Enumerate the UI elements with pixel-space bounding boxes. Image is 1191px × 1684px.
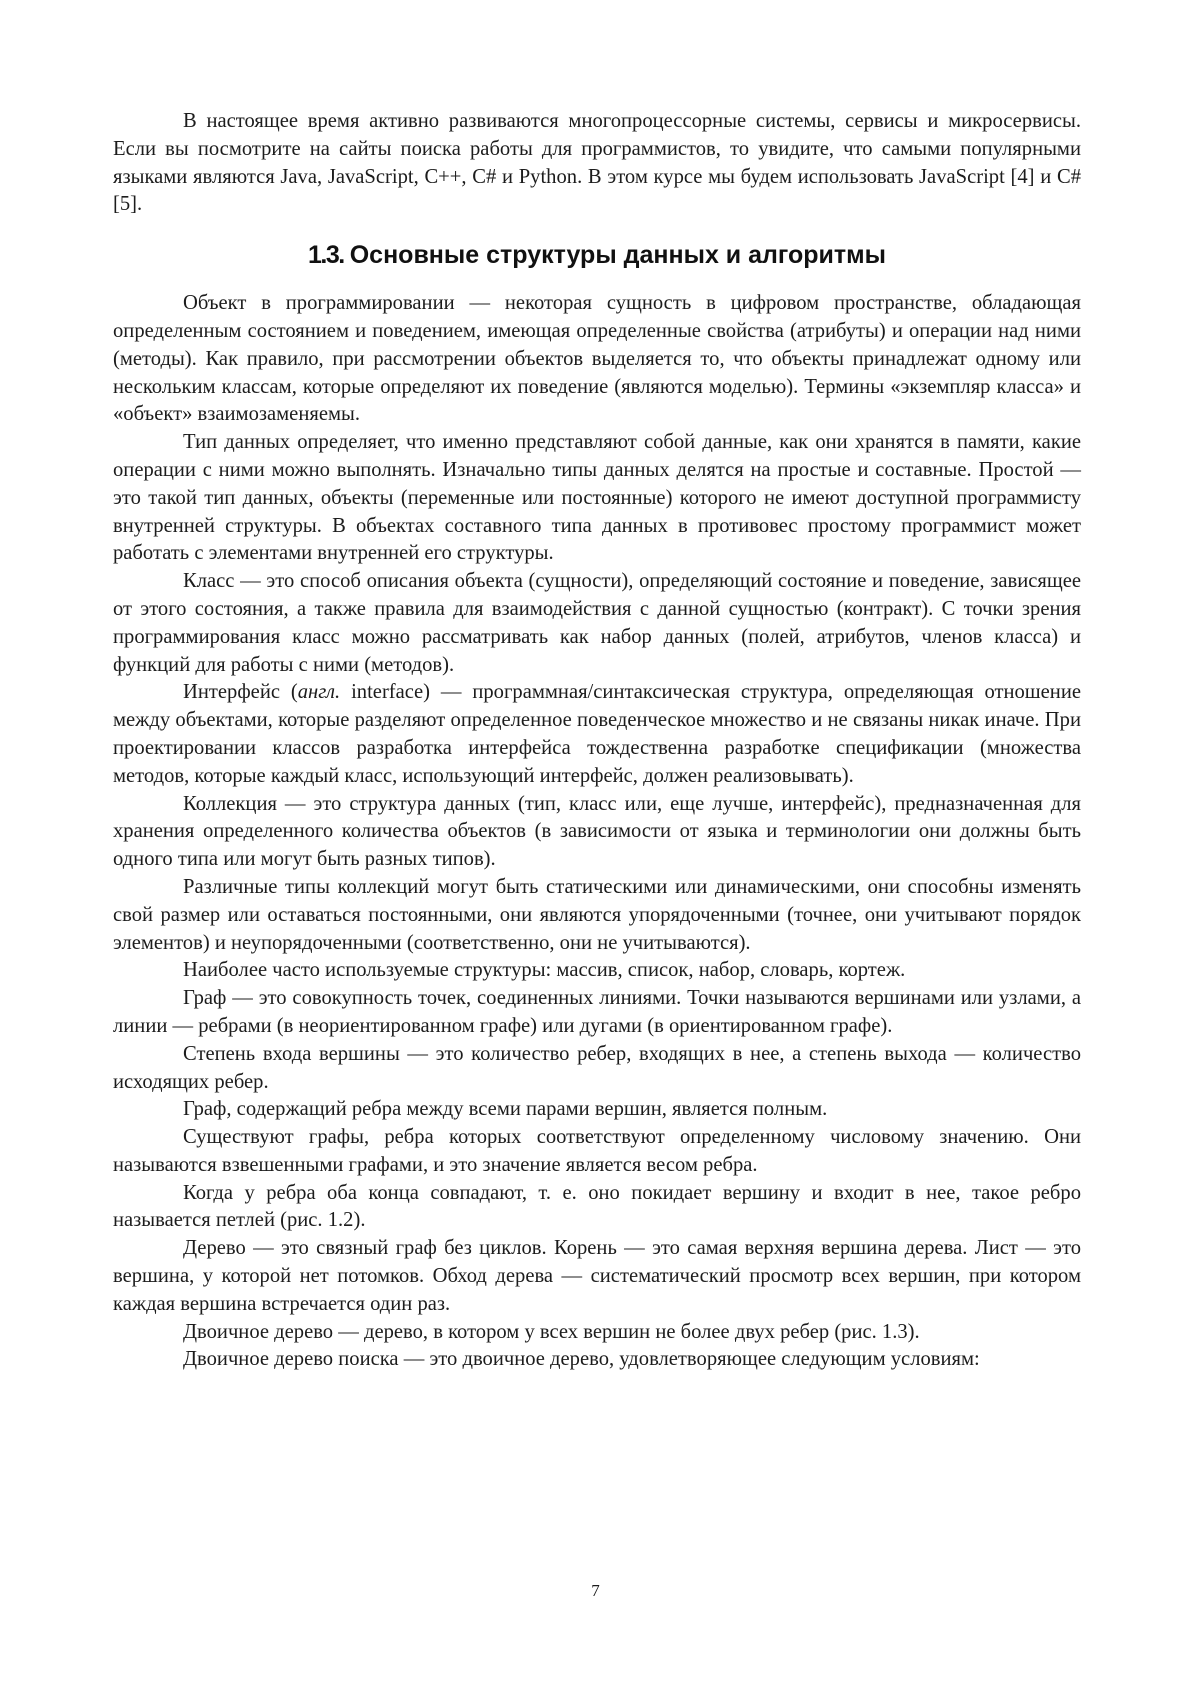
paragraph-degree: Степень входа вершины — это количество ребер, входящих в нее, а степень выхода — количество исходящих ребер.	[113, 1042, 1081, 1093]
page-number: 7	[591, 1581, 600, 1600]
paragraph-weighted-graph: Существуют графы, ребра которых соответствуют определенному числовому значению. Они называются взвешенными графами, и это значение является весом ребра.	[113, 1126, 1081, 1176]
paragraph-collection-types: Различные типы коллекций могут быть статическими или динамическими, они способны изменять свой размер или оставаться постоянными, они являются упорядоченными (точнее, они учитывают порядок элементов) и неупорядоченными (соответственно, они не учитываются).	[113, 875, 1081, 954]
paragraph-binary-tree: Двоичное дерево — дерево, в котором у всех вершин не более двух ребер (рис. 1.3).	[183, 1320, 920, 1343]
paragraph-graph: Граф — это совокупность точек, соединенных линиями. Точки называются вершинами или узлами, а линии — ребрами (в неориентированном графе) или дугами (в ориентированном графе).	[113, 987, 1081, 1037]
paragraph-collection: Коллекция — это структура данных (тип, класс или, еще лучше, интерфейс), предназначенная для хранения определенного количества объектов (в зависимости от языка и терминологии они должны быть одного типа или могут быть разных типов).	[113, 792, 1081, 871]
paragraph-object: Объект в программировании — некоторая сущность в цифровом пространстве, обладающая определенным состоянием и поведением, имеющая определенные свойства (атрибуты) и операции над ними (методы). Как правило, при рассмотрении объектов выделяется то, что объекты принадлежат одному или нескольким классам, которые определяют их поведение (являются моделью). Термины «экземпляр класса» и «объект» взаимозаменяемы.	[113, 292, 1081, 426]
paragraph-complete-graph: Граф, содержащий ребра между всеми парами вершин, является полным.	[183, 1098, 828, 1121]
paragraph-interface	[113, 679, 1081, 790]
section-title: Основные структуры данных и алгоритмы	[349, 241, 886, 270]
intro-paragraph: В настоящее время активно развиваются многопроцессорные системы, сервисы и микросервисы. Если вы посмотрите на сайты поиска работы для программистов, то увидите, что самыми популярными языками являются Java, JavaScript, C++, C# и Python. В этом курсе мы будем использовать JavaScript [4] и C# [5].	[113, 110, 1081, 216]
paragraph-loop: Когда у ребра оба конца совпадают, т. е. оно покидает вершину и входит в нее, такое ребро называется петлей (рис. 1.2).	[113, 1181, 1081, 1232]
paragraph-tree: Дерево — это связный граф без циклов. Корень — это самая верхняя вершина дерева. Лист — это вершина, у которой нет потомков. Обход дерева — систематический просмотр всех вершин, при котором каждая вершина встречается один раз.	[113, 1237, 1081, 1315]
paragraph-data-type: Тип данных определяет, что именно представляют собой данные, как они хранятся в памяти, какие операции с ними можно выполнять. Изначально типы данных делятся на простые и составные. Простой — это такой тип данных, объекты (переменные или постоянные) которого не имеют доступной программисту внутренней структуры. В объектах составного типа данных в противовес простому программист может работать с элементами внутренней его структуры.	[113, 431, 1081, 565]
section-heading	[113, 240, 1081, 270]
interface-rest: interface) — программная/синтаксическая структура, определяющая отношение между объектами, которые разделяют определенное поведенческое множество и не связаны никак иначе. При проектировании классов разработка интерфейса тождественна разработке спецификации (множества методов, которые каждый класс, использующий интерфейс, должен реализовывать).	[113, 681, 1081, 787]
interface-abbr: англ.	[297, 681, 341, 704]
paragraph-bst: Двоичное дерево поиска — это двоичное дерево, удовлетворяющее следующим условиям:	[183, 1348, 980, 1371]
paragraph-common-structures: Наиболее часто используемые структуры: массив, список, набор, словарь, кортеж.	[183, 959, 906, 982]
paragraph-class: Класс — это способ описания объекта (сущности), определяющий состояние и поведение, зависящее от этого состояния, а также правила для взаимодействия с данной сущностью (контракт). С точки зрения программирования класс можно рассматривать как набор данных (полей, атрибутов, членов класса) и функций для работы с ними (методов).	[113, 570, 1081, 676]
section-number: 1.3.	[308, 241, 344, 270]
interface-start: Интерфейс (	[183, 681, 298, 704]
